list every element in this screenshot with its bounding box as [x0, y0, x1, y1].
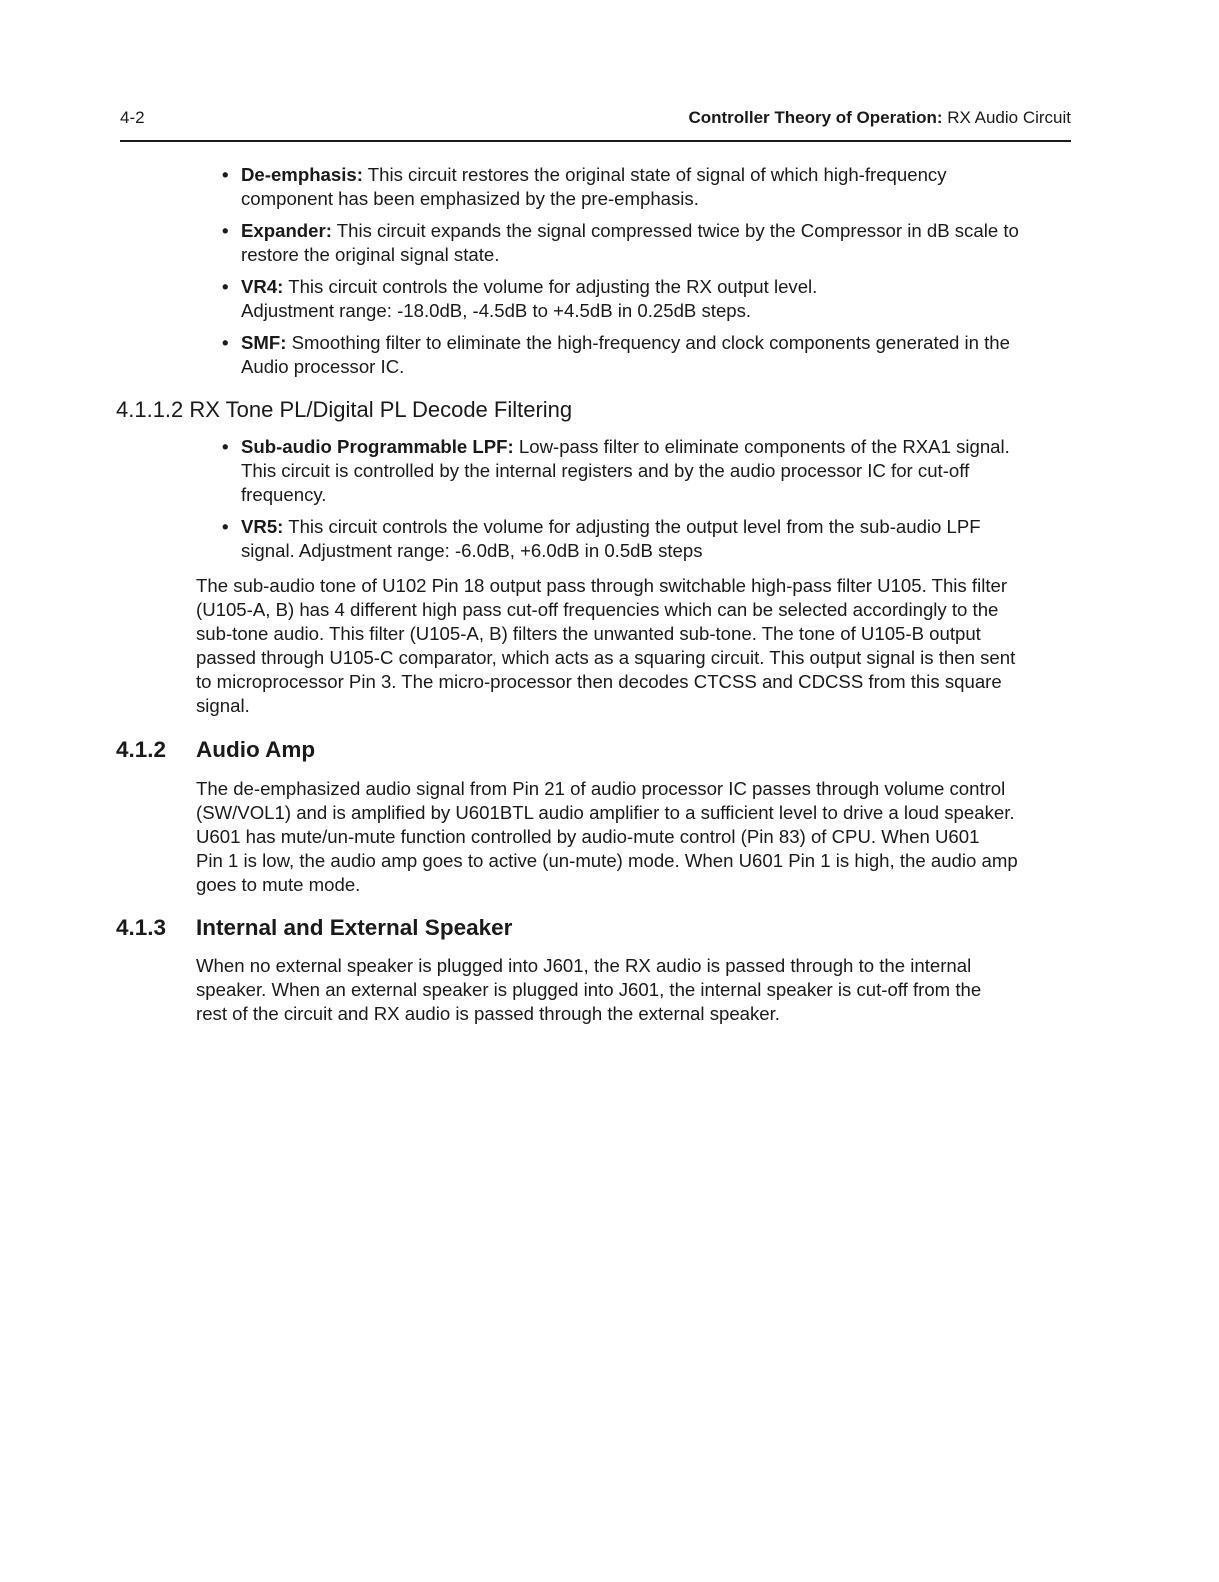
header-rule: [120, 140, 1071, 142]
bullet-dot: •: [222, 220, 229, 241]
page-number: 4-2: [120, 108, 145, 127]
bullet-list-4112: [222, 435, 1072, 571]
bullet-list-top: [222, 163, 1072, 387]
bullet-text: restore the original signal state.: [241, 244, 500, 265]
list-item: [222, 275, 1072, 323]
paragraph-line: speaker. When an external speaker is plugged into J601, the internal speaker is cut-off from the: [196, 979, 982, 1000]
bullet-dot: •: [222, 436, 229, 457]
paragraph-line: U601 has mute/un-mute function controlled by audio-mute control (Pin 83) of CPU. When U601: [196, 826, 980, 847]
bullet-term: VR5:: [241, 516, 284, 537]
paragraph-line: The sub-audio tone of U102 Pin 18 output pass through switchable high-pass filter U105. This filter: [196, 575, 1008, 596]
section-heading-413: [116, 914, 512, 942]
paragraph-line: goes to mute mode.: [196, 874, 361, 895]
bullet-term: VR4:: [241, 276, 284, 297]
paragraph-line: The de-emphasized audio signal from Pin 21 of audio processor IC passes through volume control: [196, 778, 1006, 799]
bullet-dot: •: [222, 164, 229, 185]
bullet-text: Audio processor IC.: [241, 356, 405, 377]
list-item: [222, 331, 1072, 379]
bullet-text: This circuit controls the volume for adjusting the RX output level.: [283, 276, 818, 297]
list-item: [222, 219, 1072, 267]
section-number: 4.1.3: [116, 915, 167, 940]
bullet-text: frequency.: [241, 484, 327, 505]
paragraph-line: sub-tone audio. This filter (U105-A, B) filters the unwanted sub-tone. The tone of U105-B output: [196, 623, 981, 644]
section-heading-412: [116, 736, 315, 764]
paragraph-line: signal.: [196, 695, 250, 716]
section-title: Audio Amp: [196, 737, 316, 762]
bullet-dot: •: [222, 332, 229, 353]
running-title: [688, 108, 1071, 128]
paragraph-audio-amp: [196, 777, 1076, 897]
running-title-bold: Controller Theory of Operation:: [688, 108, 943, 127]
paragraph-line: When no external speaker is plugged into J601, the RX audio is passed through to the internal: [196, 955, 972, 976]
paragraph-line: (SW/VOL1) and is amplified by U601BTL audio amplifier to a sufficient level to drive a loud speaker.: [196, 802, 1015, 823]
paragraph-line: (U105-A, B) has 4 different high pass cut-off frequencies which can be selected accordingly to the: [196, 599, 999, 620]
bullet-text: Adjustment range: -18.0dB, -4.5dB to +4.5dB in 0.25dB steps.: [241, 300, 752, 321]
bullet-term: Expander:: [241, 220, 332, 241]
bullet-text: This circuit expands the signal compressed twice by the Compressor in dB scale to: [331, 220, 1019, 241]
paragraph-sub-audio-tone: [196, 574, 1076, 718]
bullet-term: De-emphasis:: [241, 164, 363, 185]
section-number: 4.1.2: [116, 737, 167, 762]
paragraph-speaker: [196, 954, 1076, 1026]
bullet-text: Low-pass filter to eliminate components of the RXA1 signal.: [513, 436, 1010, 457]
page-header: [120, 108, 1071, 132]
bullet-text: component has been emphasized by the pre-emphasis.: [241, 188, 699, 209]
bullet-text: This circuit is controlled by the internal registers and by the audio processor IC for cut-off: [241, 460, 970, 481]
bullet-text: This circuit restores the original state of signal of which high-frequency: [362, 164, 947, 185]
bullet-term: SMF:: [241, 332, 287, 353]
bullet-text: signal. Adjustment range: -6.0dB, +6.0dB in 0.5dB steps: [241, 540, 703, 561]
list-item: [222, 435, 1072, 507]
bullet-dot: •: [222, 276, 229, 297]
list-item: [222, 163, 1072, 211]
running-title-rest: RX Audio Circuit: [942, 108, 1071, 127]
paragraph-line: passed through U105-C comparator, which acts as a squaring circuit. This output signal is then sent: [196, 647, 1016, 668]
section-heading-4112: 4.1.1.2 RX Tone PL/Digital PL Decode Filtering: [116, 397, 573, 422]
paragraph-line: Pin 1 is low, the audio amp goes to active (un-mute) mode. When U601 Pin 1 is high, the audio amp: [196, 850, 1018, 871]
bullet-dot: •: [222, 516, 229, 537]
bullet-text: Smoothing filter to eliminate the high-frequency and clock components generated in the: [286, 332, 1010, 353]
bullet-text: This circuit controls the volume for adjusting the output level from the sub-audio LPF: [283, 516, 981, 537]
section-title: Internal and External Speaker: [196, 915, 513, 940]
paragraph-line: rest of the circuit and RX audio is passed through the external speaker.: [196, 1003, 780, 1024]
bullet-term: Sub-audio Programmable LPF:: [241, 436, 514, 457]
paragraph-line: to microprocessor Pin 3. The micro-processor then decodes CTCSS and CDCSS from this square: [196, 671, 1002, 692]
list-item: [222, 515, 1072, 563]
